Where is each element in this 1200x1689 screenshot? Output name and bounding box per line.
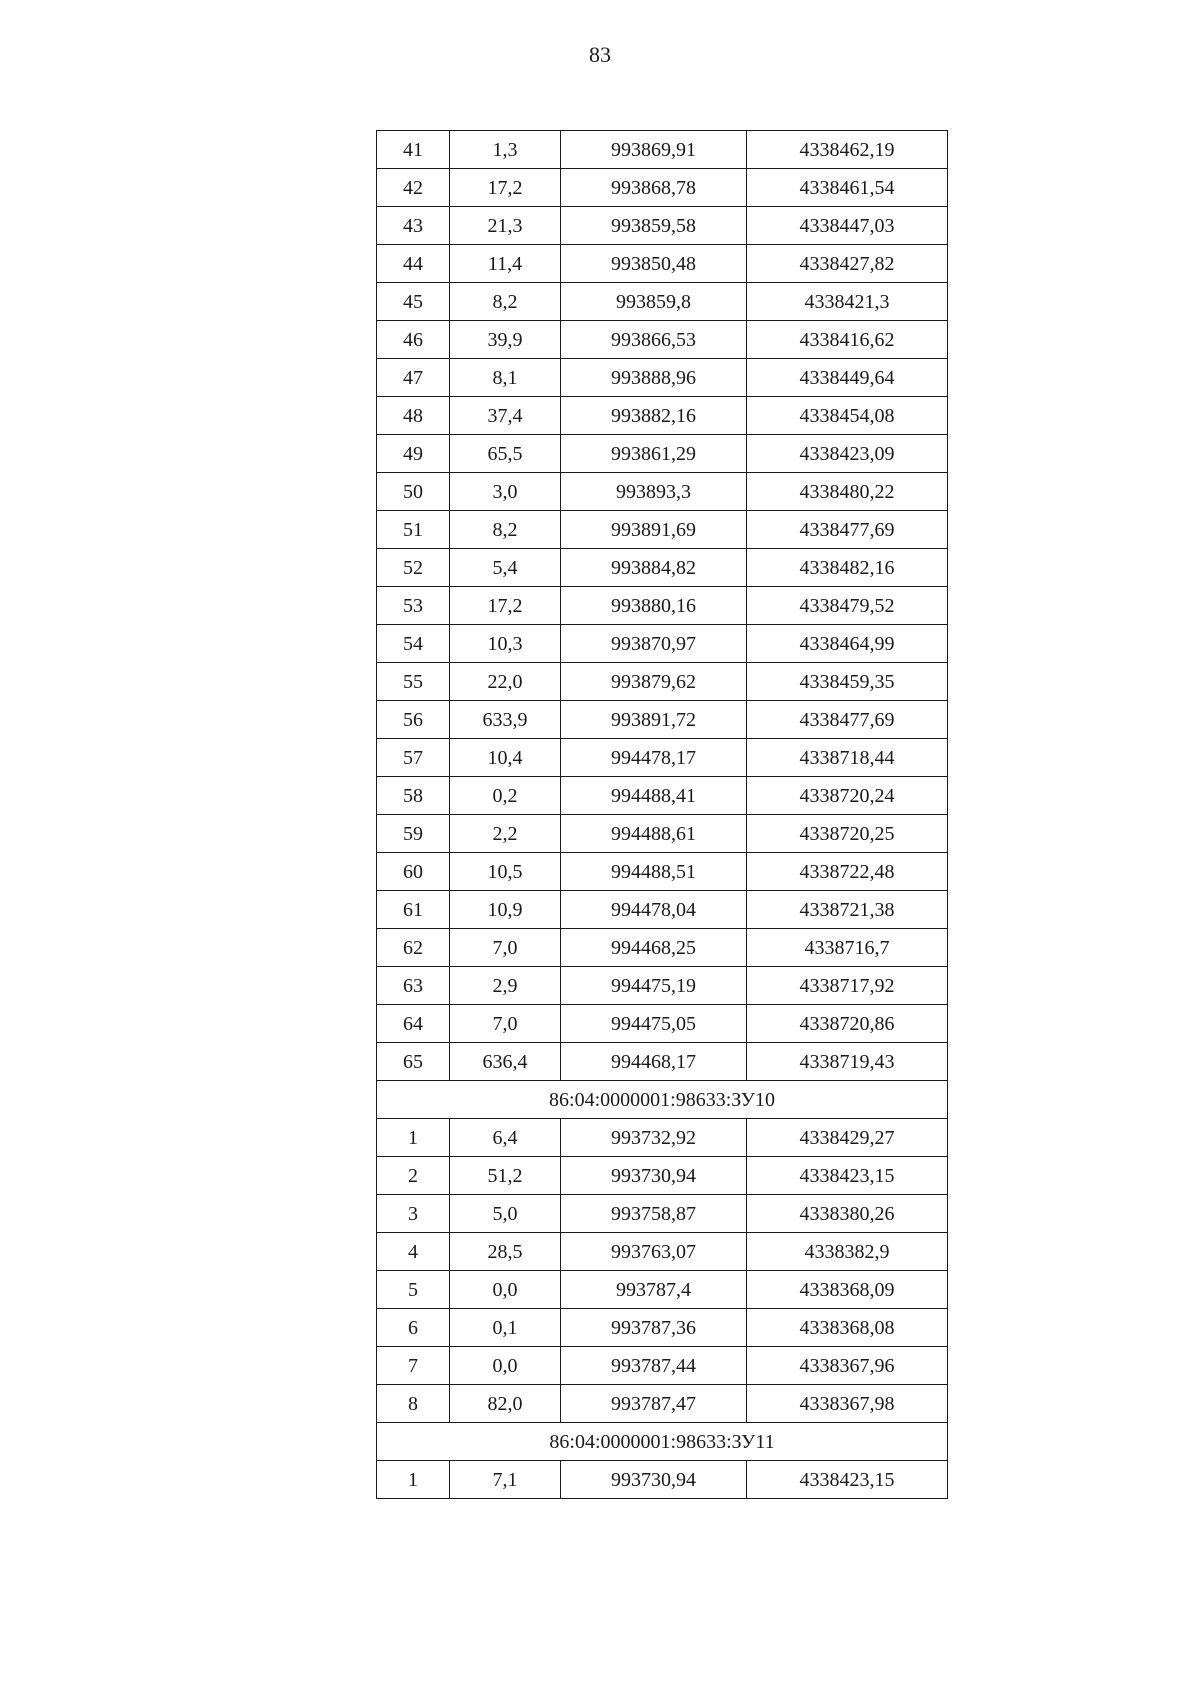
table-row: [377, 777, 948, 815]
segment-length-cell: 28,5: [450, 1233, 561, 1271]
x-coordinate-cell: 994488,41: [561, 777, 747, 815]
table-row: [377, 815, 948, 853]
point-number-cell: 60: [377, 853, 450, 891]
point-number-cell: 43: [377, 207, 450, 245]
x-coordinate-cell: 993882,16: [561, 397, 747, 435]
point-number-cell: 50: [377, 473, 450, 511]
x-coordinate-cell: 993730,94: [561, 1157, 747, 1195]
table-row: [377, 1005, 948, 1043]
segment-length-cell: 6,4: [450, 1119, 561, 1157]
table-row: [377, 625, 948, 663]
point-number-cell: 2: [377, 1157, 450, 1195]
y-coordinate-cell: 4338461,54: [747, 169, 948, 207]
table-row: [377, 1119, 948, 1157]
y-coordinate-cell: 4338720,86: [747, 1005, 948, 1043]
point-number-cell: 3: [377, 1195, 450, 1233]
table-row: [377, 473, 948, 511]
point-number-cell: 53: [377, 587, 450, 625]
point-number-cell: 1: [377, 1461, 450, 1499]
y-coordinate-cell: 4338721,38: [747, 891, 948, 929]
table-row: [377, 435, 948, 473]
segment-length-cell: 7,0: [450, 929, 561, 967]
coordinates-table-body: [377, 131, 948, 1499]
x-coordinate-cell: 994475,19: [561, 967, 747, 1005]
x-coordinate-cell: 993879,62: [561, 663, 747, 701]
point-number-cell: 55: [377, 663, 450, 701]
table-row: [377, 1461, 948, 1499]
point-number-cell: 8: [377, 1385, 450, 1423]
x-coordinate-cell: 993758,87: [561, 1195, 747, 1233]
x-coordinate-cell: 993891,69: [561, 511, 747, 549]
segment-length-cell: 10,5: [450, 853, 561, 891]
segment-length-cell: 22,0: [450, 663, 561, 701]
point-number-cell: 48: [377, 397, 450, 435]
table-row: [377, 1271, 948, 1309]
segment-length-cell: 39,9: [450, 321, 561, 359]
y-coordinate-cell: 4338429,27: [747, 1119, 948, 1157]
table-row: [377, 701, 948, 739]
section-cadastral-number: 86:04:0000001:98633:ЗУ10: [377, 1081, 948, 1119]
y-coordinate-cell: 4338421,3: [747, 283, 948, 321]
x-coordinate-cell: 993880,16: [561, 587, 747, 625]
section-header-row: [377, 1423, 948, 1461]
x-coordinate-cell: 994468,17: [561, 1043, 747, 1081]
point-number-cell: 63: [377, 967, 450, 1005]
point-number-cell: 47: [377, 359, 450, 397]
x-coordinate-cell: 993787,44: [561, 1347, 747, 1385]
x-coordinate-cell: 994478,17: [561, 739, 747, 777]
x-coordinate-cell: 993787,4: [561, 1271, 747, 1309]
point-number-cell: 54: [377, 625, 450, 663]
point-number-cell: 45: [377, 283, 450, 321]
y-coordinate-cell: 4338717,92: [747, 967, 948, 1005]
x-coordinate-cell: 993891,72: [561, 701, 747, 739]
table-row: [377, 245, 948, 283]
point-number-cell: 57: [377, 739, 450, 777]
coordinates-table: [376, 130, 948, 1499]
y-coordinate-cell: 4338480,22: [747, 473, 948, 511]
y-coordinate-cell: 4338368,09: [747, 1271, 948, 1309]
segment-length-cell: 51,2: [450, 1157, 561, 1195]
point-number-cell: 61: [377, 891, 450, 929]
y-coordinate-cell: 4338423,15: [747, 1461, 948, 1499]
point-number-cell: 52: [377, 549, 450, 587]
x-coordinate-cell: 993866,53: [561, 321, 747, 359]
table-row: [377, 663, 948, 701]
y-coordinate-cell: 4338367,98: [747, 1385, 948, 1423]
point-number-cell: 58: [377, 777, 450, 815]
x-coordinate-cell: 993850,48: [561, 245, 747, 283]
segment-length-cell: 636,4: [450, 1043, 561, 1081]
table-row: [377, 359, 948, 397]
segment-length-cell: 82,0: [450, 1385, 561, 1423]
segment-length-cell: 8,1: [450, 359, 561, 397]
y-coordinate-cell: 4338454,08: [747, 397, 948, 435]
segment-length-cell: 65,5: [450, 435, 561, 473]
x-coordinate-cell: 993859,8: [561, 283, 747, 321]
point-number-cell: 6: [377, 1309, 450, 1347]
table-row: [377, 1385, 948, 1423]
table-row: [377, 967, 948, 1005]
table-row: [377, 739, 948, 777]
point-number-cell: 59: [377, 815, 450, 853]
segment-length-cell: 7,0: [450, 1005, 561, 1043]
table-row: [377, 511, 948, 549]
x-coordinate-cell: 993730,94: [561, 1461, 747, 1499]
y-coordinate-cell: 4338423,15: [747, 1157, 948, 1195]
table-row: [377, 397, 948, 435]
y-coordinate-cell: 4338449,64: [747, 359, 948, 397]
segment-length-cell: 1,3: [450, 131, 561, 169]
table-row: [377, 169, 948, 207]
segment-length-cell: 5,4: [450, 549, 561, 587]
y-coordinate-cell: 4338416,62: [747, 321, 948, 359]
table-row: [377, 853, 948, 891]
y-coordinate-cell: 4338367,96: [747, 1347, 948, 1385]
y-coordinate-cell: 4338477,69: [747, 511, 948, 549]
page-number: 83: [589, 42, 611, 67]
y-coordinate-cell: 4338718,44: [747, 739, 948, 777]
x-coordinate-cell: 993763,07: [561, 1233, 747, 1271]
point-number-cell: 44: [377, 245, 450, 283]
point-number-cell: 56: [377, 701, 450, 739]
x-coordinate-cell: 994488,61: [561, 815, 747, 853]
point-number-cell: 64: [377, 1005, 450, 1043]
y-coordinate-cell: 4338462,19: [747, 131, 948, 169]
section-cadastral-number: 86:04:0000001:98633:ЗУ11: [377, 1423, 948, 1461]
table-row: [377, 929, 948, 967]
segment-length-cell: 8,2: [450, 511, 561, 549]
segment-length-cell: 0,2: [450, 777, 561, 815]
table-row: [377, 321, 948, 359]
x-coordinate-cell: 993868,78: [561, 169, 747, 207]
segment-length-cell: 0,0: [450, 1271, 561, 1309]
x-coordinate-cell: 993732,92: [561, 1119, 747, 1157]
x-coordinate-cell: 994488,51: [561, 853, 747, 891]
table-row: [377, 1157, 948, 1195]
y-coordinate-cell: 4338382,9: [747, 1233, 948, 1271]
table-row: [377, 1309, 948, 1347]
x-coordinate-cell: 994475,05: [561, 1005, 747, 1043]
segment-length-cell: 37,4: [450, 397, 561, 435]
y-coordinate-cell: 4338720,24: [747, 777, 948, 815]
point-number-cell: 62: [377, 929, 450, 967]
table-row: [377, 207, 948, 245]
y-coordinate-cell: 4338423,09: [747, 435, 948, 473]
point-number-cell: 4: [377, 1233, 450, 1271]
table-row: [377, 131, 948, 169]
segment-length-cell: 8,2: [450, 283, 561, 321]
point-number-cell: 42: [377, 169, 450, 207]
point-number-cell: 51: [377, 511, 450, 549]
segment-length-cell: 2,2: [450, 815, 561, 853]
x-coordinate-cell: 993859,58: [561, 207, 747, 245]
x-coordinate-cell: 993893,3: [561, 473, 747, 511]
table-row: [377, 1233, 948, 1271]
segment-length-cell: 10,4: [450, 739, 561, 777]
table-row: [377, 891, 948, 929]
y-coordinate-cell: 4338716,7: [747, 929, 948, 967]
y-coordinate-cell: 4338368,08: [747, 1309, 948, 1347]
point-number-cell: 7: [377, 1347, 450, 1385]
table-row: [377, 1195, 948, 1233]
segment-length-cell: 0,0: [450, 1347, 561, 1385]
table-row: [377, 549, 948, 587]
segment-length-cell: 7,1: [450, 1461, 561, 1499]
x-coordinate-cell: 993869,91: [561, 131, 747, 169]
point-number-cell: 65: [377, 1043, 450, 1081]
x-coordinate-cell: 994468,25: [561, 929, 747, 967]
segment-length-cell: 17,2: [450, 169, 561, 207]
segment-length-cell: 21,3: [450, 207, 561, 245]
table-row: [377, 587, 948, 625]
table-row: [377, 1043, 948, 1081]
segment-length-cell: 17,2: [450, 587, 561, 625]
x-coordinate-cell: 993888,96: [561, 359, 747, 397]
point-number-cell: 46: [377, 321, 450, 359]
x-coordinate-cell: 993870,97: [561, 625, 747, 663]
segment-length-cell: 3,0: [450, 473, 561, 511]
segment-length-cell: 633,9: [450, 701, 561, 739]
y-coordinate-cell: 4338427,82: [747, 245, 948, 283]
table-row: [377, 283, 948, 321]
segment-length-cell: 10,3: [450, 625, 561, 663]
point-number-cell: 5: [377, 1271, 450, 1309]
x-coordinate-cell: 993884,82: [561, 549, 747, 587]
y-coordinate-cell: 4338720,25: [747, 815, 948, 853]
segment-length-cell: 2,9: [450, 967, 561, 1005]
table-row: [377, 1347, 948, 1385]
segment-length-cell: 0,1: [450, 1309, 561, 1347]
x-coordinate-cell: 994478,04: [561, 891, 747, 929]
segment-length-cell: 5,0: [450, 1195, 561, 1233]
y-coordinate-cell: 4338722,48: [747, 853, 948, 891]
x-coordinate-cell: 993787,36: [561, 1309, 747, 1347]
y-coordinate-cell: 4338459,35: [747, 663, 948, 701]
y-coordinate-cell: 4338380,26: [747, 1195, 948, 1233]
segment-length-cell: 10,9: [450, 891, 561, 929]
point-number-cell: 49: [377, 435, 450, 473]
point-number-cell: 41: [377, 131, 450, 169]
point-number-cell: 1: [377, 1119, 450, 1157]
y-coordinate-cell: 4338482,16: [747, 549, 948, 587]
y-coordinate-cell: 4338464,99: [747, 625, 948, 663]
y-coordinate-cell: 4338447,03: [747, 207, 948, 245]
x-coordinate-cell: 993787,47: [561, 1385, 747, 1423]
y-coordinate-cell: 4338719,43: [747, 1043, 948, 1081]
section-header-row: [377, 1081, 948, 1119]
x-coordinate-cell: 993861,29: [561, 435, 747, 473]
y-coordinate-cell: 4338479,52: [747, 587, 948, 625]
segment-length-cell: 11,4: [450, 245, 561, 283]
y-coordinate-cell: 4338477,69: [747, 701, 948, 739]
